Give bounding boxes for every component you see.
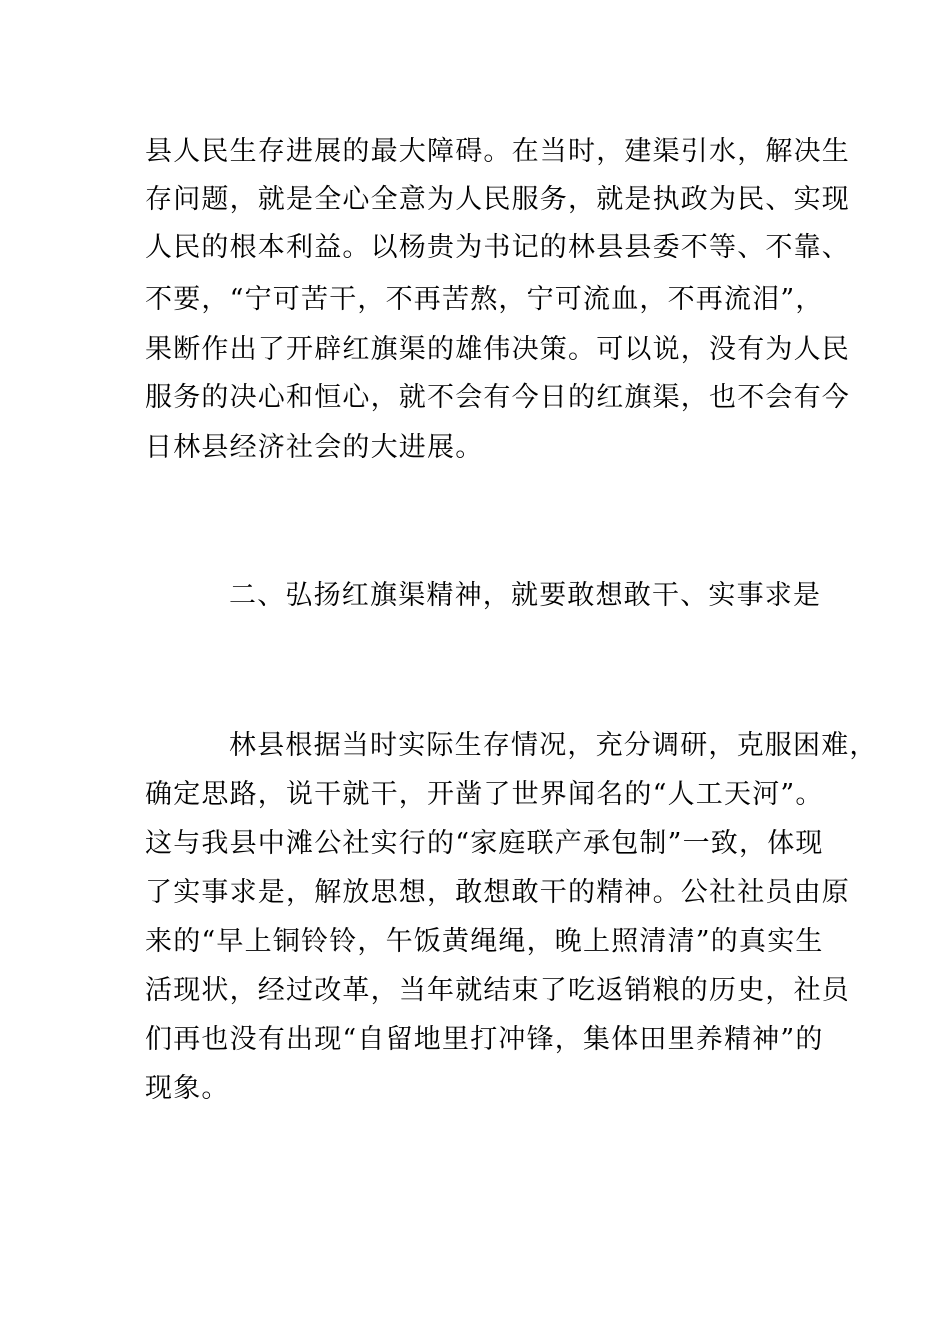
paragraph-line: 人民的根本利益。以杨贵为书记的林县县委不等、不靠、 [145,232,850,263]
paragraph-line: 林县根据当时实际生存情况，充分调研，克服困难， [229,730,878,761]
paragraph-line: 日林县经济社会的大进展。 [145,432,484,463]
paragraph-line: 果断作出了开辟红旗渠的雄伟决策。可以说，没有为人民 [145,334,850,365]
paragraph-line: 确定思路，说干就干，开凿了世界闻名的“人工天河”。 [145,779,824,810]
paragraph-line: 活现状，经过改革，当年就结束了吃返销粮的历史，社员 [145,975,850,1006]
section-heading: 二、弘扬红旗渠精神，就要敢想敢干、实事求是 [229,580,822,611]
paragraph-line: 这与我县中滩公社实行的“家庭联产承包制”一致，体现 [145,828,824,859]
paragraph-line: 了实事求是，解放思想，敢想敢干的精神。公社社员由原 [145,877,850,908]
paragraph-line: 县人民生存进展的最大障碍。在当时，建渠引水，解决生 [145,136,850,167]
paragraph-line: 不要，“宁可苦干，不再苦熬，宁可流血，不再流泪”， [145,284,824,315]
paragraph-line: 存问题，就是全心全意为人民服务，就是执政为民、实现 [145,184,850,215]
paragraph-line: 服务的决心和恒心，就不会有今日的红旗渠，也不会有今 [145,382,850,413]
paragraph-line: 们再也没有出现“自留地里打冲锋，集体田里养精神”的 [145,1024,824,1055]
paragraph-line: 来的“早上铜铃铃，午饭黄绳绳，晚上照清清”的真实生 [145,926,824,957]
paragraph-line: 现象。 [145,1073,230,1104]
